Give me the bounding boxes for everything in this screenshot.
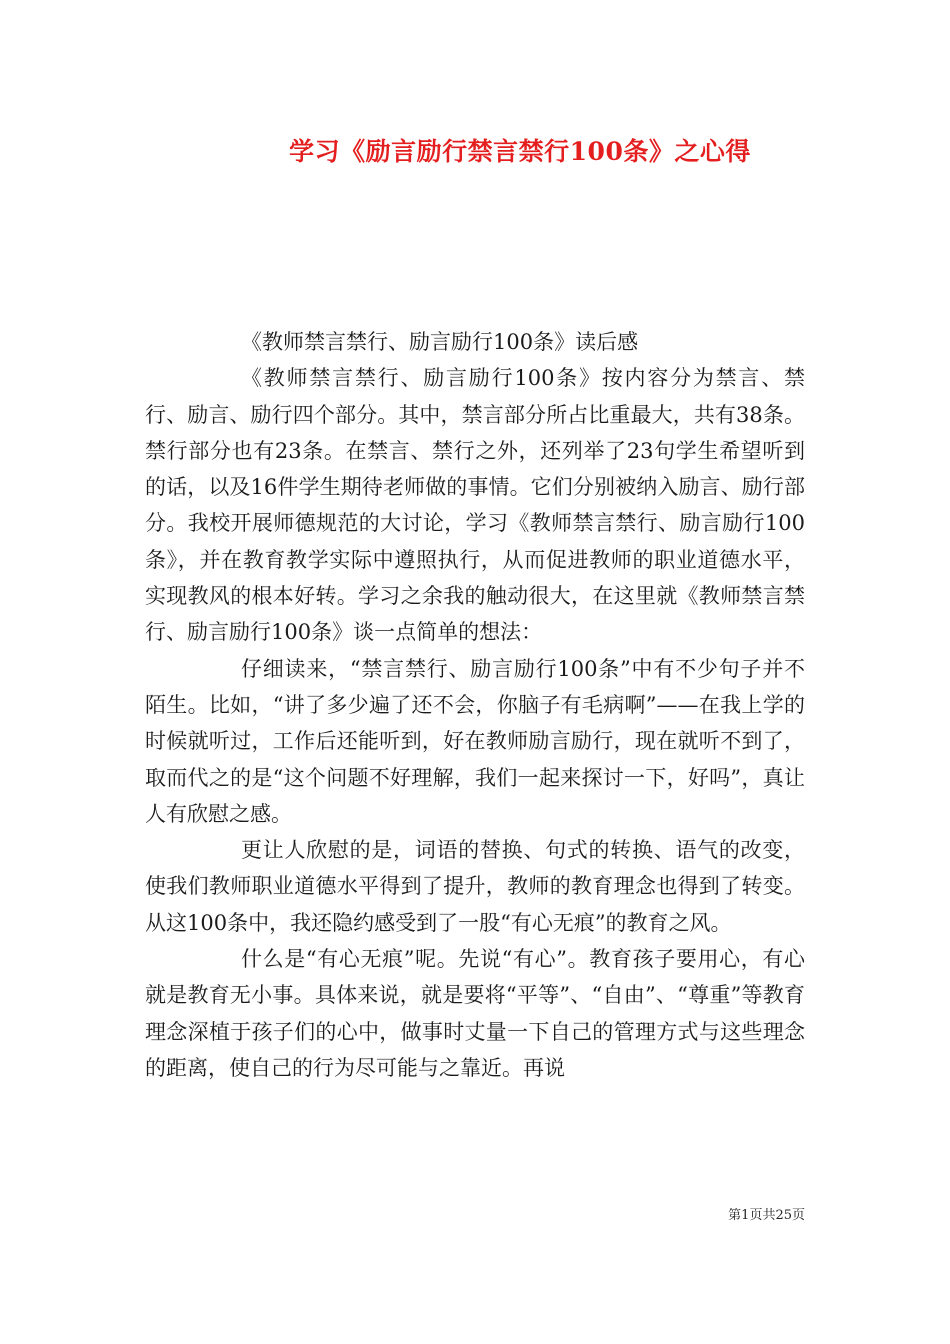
page-number: 第1页共25页 (728, 1208, 805, 1223)
paragraph: 《教师禁言禁行、励言励行100条》按内容分为禁言、禁行、励言、励行四个部分。其中，禁言部分所占比重最大，共有38条。禁行部分也有23条。在禁言、禁行之外，还列举了23句学生希望听到的话，以及16件学生期待老师做的事情。它们分别被纳入励言、励行部分。我校开展师德规范的大讨论，学习《教师禁言禁行、励言励行100条》，并在教育教学实际中遵照执行，从而促进教师的职业道德水平，实现教风的根本好转。学习之余我的触动很大，在这里就《教师禁言禁行、励言励行100条》谈一点简单的想法： (145, 366, 805, 645)
document-subtitle: 《教师禁言禁行、励言励行100条》读后感 (241, 330, 639, 354)
document-title: 学习《励言励行禁言禁行100条》之心得 (289, 137, 751, 166)
paragraph: 更让人欣慰的是，词语的替换、句式的转换、语气的改变，使我们教师职业道德水平得到了提升，教师的教育理念也得到了转变。从这100条中，我还隐约感受到了一股“有心无痕”的教育之风。 (145, 838, 805, 935)
document-body (145, 324, 805, 1086)
paragraph: 什么是“有心无痕”呢。先说“有心”。教育孩子要用心，有心就是教育无小事。具体来说，就是要将“平等”、“自由”、“尊重”等教育理念深植于孩子们的心中，做事时丈量一下自己的管理方式与这些理念的距离，使自己的行为尽可能与之靠近。再说 (145, 947, 805, 1080)
paragraph: 仔细读来，“禁言禁行、励言励行100条”中有不少句子并不陌生。比如，“讲了多少遍了还不会，你脑子有毛病啊”——在我上学的时候就听过，工作后还能听到，好在教师励言励行，现在就听不到了，取而代之的是“这个问题不好理解，我们一起来探讨一下，好吗”，真让人有欣慰之感。 (145, 656, 805, 826)
